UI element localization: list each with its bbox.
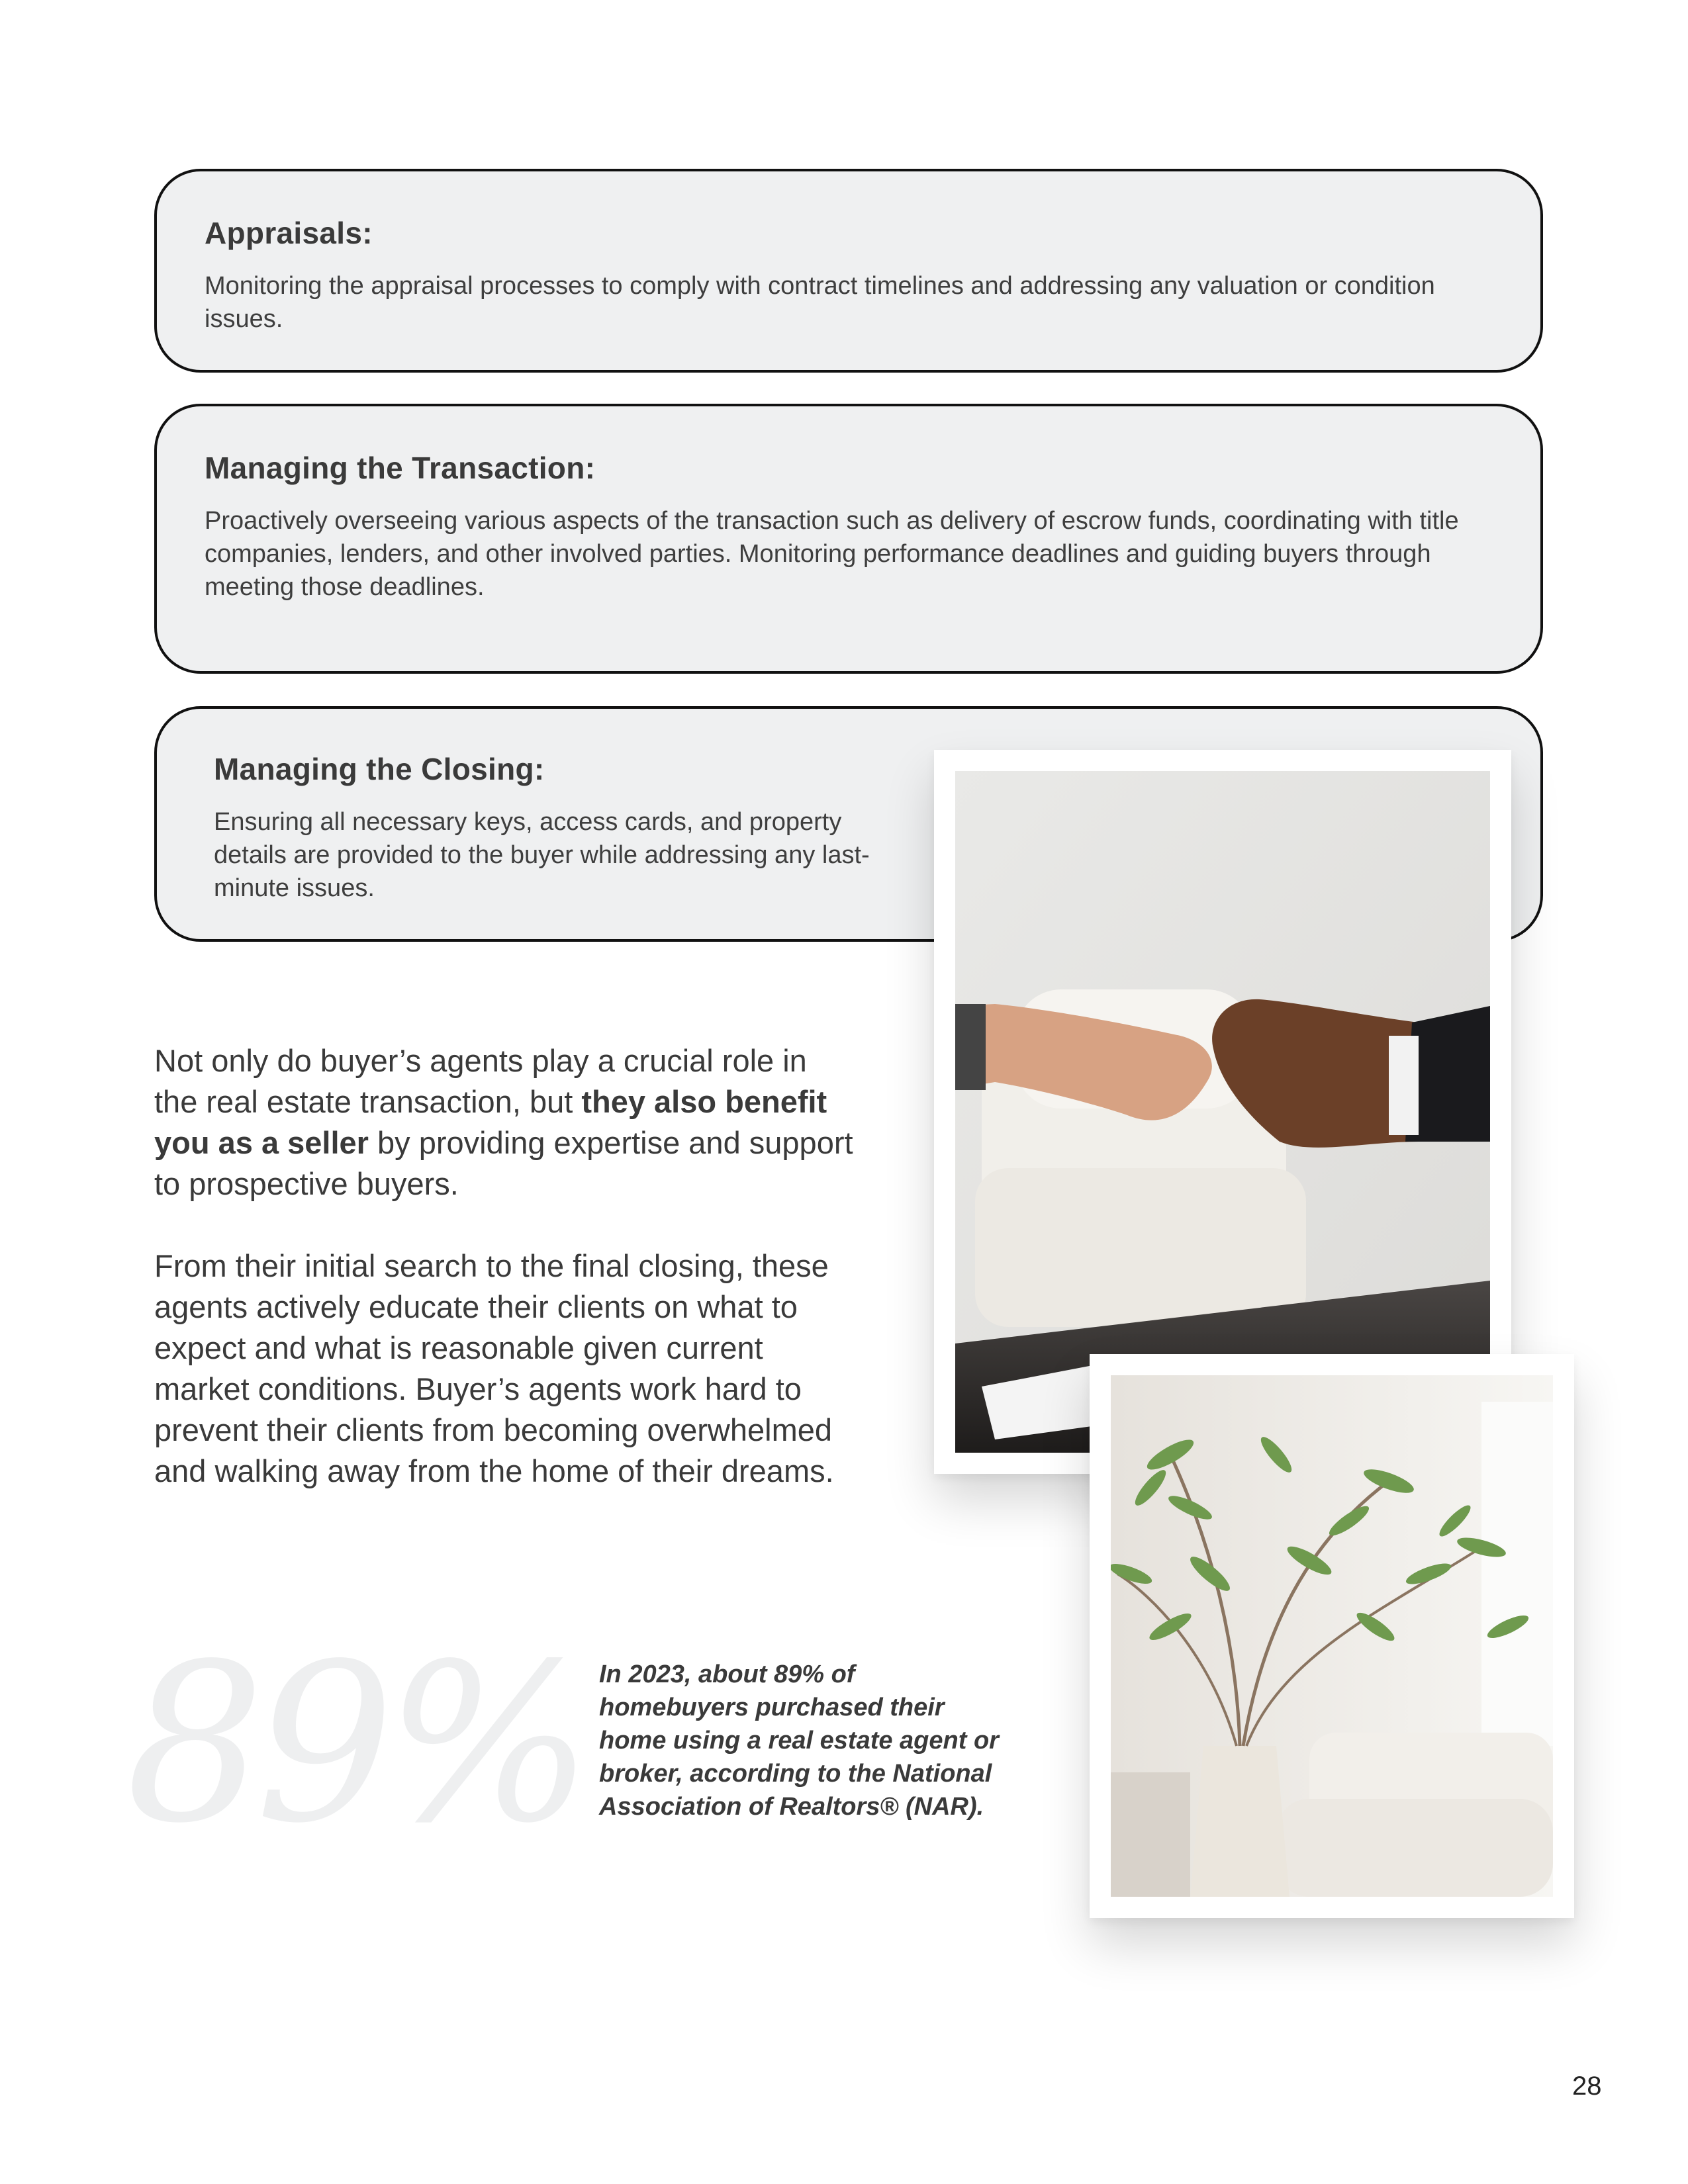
paragraph-bold-text: they also benefit you as a seller <box>154 1084 827 1160</box>
paragraph-text-before: Not only do buyer’s agents play a crucial role in the real estate transaction, but <box>154 1043 807 1119</box>
stat-watermark: 89% <box>126 1617 584 1871</box>
agent-support-paragraph: From their initial search to the final closing, these agents actively educate their clients on what to expect and what is reasonable given current market conditions. Buyer’s agents work hard to prevent their clients from becoming overwhelmed and walking away from the home of their dreams. <box>154 1248 834 1488</box>
appraisals-card <box>154 169 1543 373</box>
handshake-image <box>955 771 1490 1453</box>
stat-caption: In 2023, about 89% of homebuyers purchased their home using a real estate agent or broker, according to the National Association of Realtors® (NAR). <box>599 1661 999 1821</box>
transaction-card <box>154 404 1543 674</box>
plant-vase-image <box>1111 1375 1553 1897</box>
card-title: Appraisals: <box>205 216 373 250</box>
page-number: 28 <box>1572 2071 1602 2101</box>
card-body: Proactively overseeing various aspects of the transaction such as delivery of escrow funds, coordinating with title companies, lenders, and other involved parties. Monitoring performance deadlines and guiding buyers through meeting those deadlines. <box>205 507 1459 601</box>
card-title: Managing the Transaction: <box>205 451 596 485</box>
card-body: Monitoring the appraisal processes to comply with contract timelines and addressing any valuation or condition issues. <box>205 272 1435 333</box>
card-title: Managing the Closing: <box>214 752 545 786</box>
seller-benefit-paragraph <box>154 1040 856 1205</box>
paragraph-text-after: by providing expertise and support to prospective buyers. <box>154 1125 853 1201</box>
plant-vase-photo <box>1090 1354 1574 1918</box>
card-body: Ensuring all necessary keys, access cards, and property details are provided to the buyer while addressing any last-minute issues. <box>214 808 870 902</box>
